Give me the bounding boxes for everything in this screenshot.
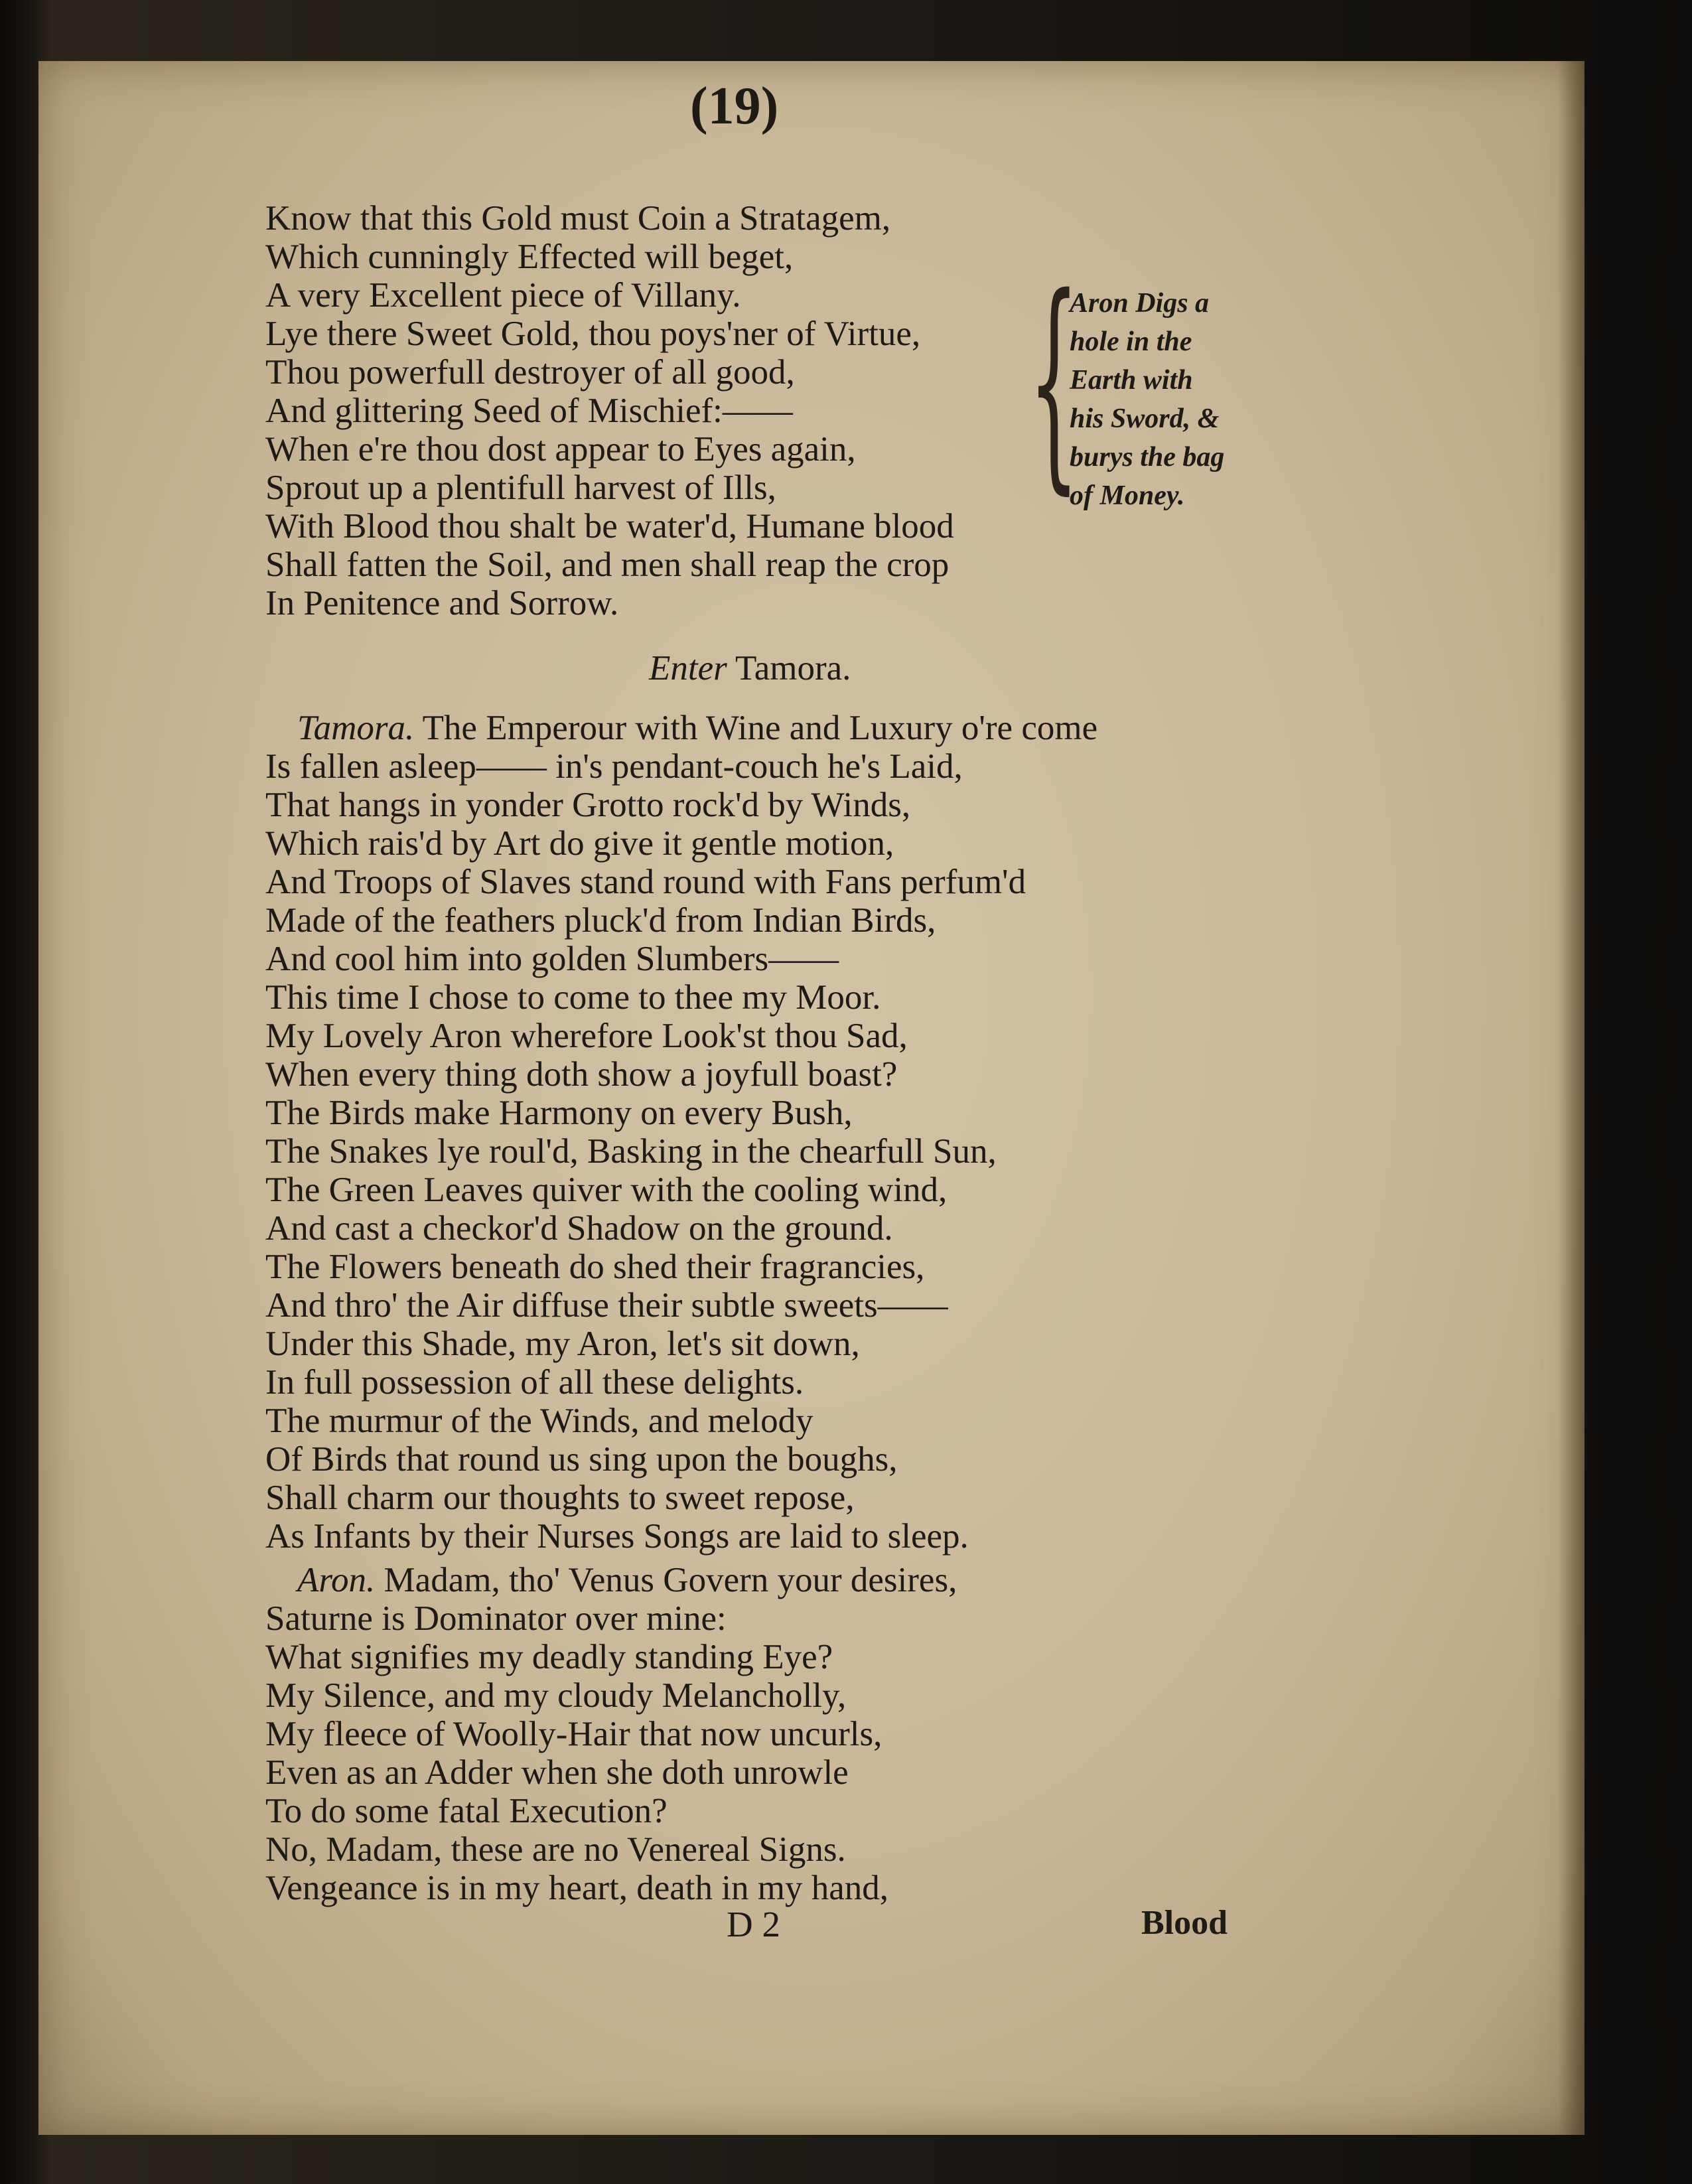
verse-line: And cast a checkor'd Shadow on the ground. (265, 1209, 893, 1248)
catchword: Blood (1141, 1904, 1228, 1942)
verse-line: No, Madam, these are no Venereal Signs. (265, 1830, 846, 1869)
tamora-first-line (265, 709, 1097, 747)
aron-first-line (265, 1561, 957, 1599)
verse-line: Shall fatten the Soil, and men shall reap the crop (265, 546, 950, 584)
verse-line: My fleece of Woolly-Hair that now uncurls, (265, 1715, 882, 1753)
verse-line: The Snakes lye roul'd, Basking in the chearfull Sun, (265, 1132, 997, 1171)
margin-note-line: Earth with (1070, 365, 1193, 396)
verse-line: That hangs in yonder Grotto rock'd by Winds, (265, 786, 911, 824)
verse-line: When every thing doth show a joyfull boast? (265, 1055, 898, 1094)
verse-line: My Silence, and my cloudy Melancholly, (265, 1676, 847, 1715)
verse-line: Saturne is Dominator over mine: (265, 1599, 727, 1638)
verse-line: And Troops of Slaves stand round with Fans perfum'd (265, 863, 1026, 901)
verse-line: Vengeance is in my heart, death in my hand, (265, 1869, 888, 1907)
stage-enter: Enter (649, 649, 727, 688)
verse-line: Which cunningly Effected will beget, (265, 238, 794, 276)
margin-note-line: hole in the (1070, 327, 1192, 357)
page-number: (19) (690, 77, 779, 135)
verse-line: Shall charm our thoughts to sweet repose, (265, 1479, 855, 1517)
verse-line: The Green Leaves quiver with the cooling wind, (265, 1171, 948, 1209)
speaker-aron: Aron. (297, 1561, 376, 1599)
page-edge-shadow (1558, 61, 1585, 2135)
verse-line: In full possession of all these delights. (265, 1363, 804, 1402)
verse-line: And glittering Seed of Mischief:—— (265, 392, 793, 430)
aron-line-text: Madam, tho' Venus Govern your desires, (384, 1561, 957, 1599)
verse-line: Of Birds that round us sing upon the boughs, (265, 1440, 898, 1479)
verse-line: To do some fatal Execution? (265, 1792, 668, 1830)
verse-line: Is fallen asleep—— in's pendant-couch he's Laid, (265, 747, 963, 786)
tamora-line-text: The Emperour with Wine and Luxury o're come (422, 709, 1098, 747)
margin-brace: { (1028, 249, 1080, 514)
margin-note-line: his Sword, & (1070, 403, 1220, 434)
verse-line: Under this Shade, my Aron, let's sit down, (265, 1325, 860, 1363)
opening-verse (265, 199, 954, 622)
verse-line: Made of the feathers pluck'd from Indian Birds, (265, 901, 936, 940)
verse-line: Which rais'd by Art do give it gentle motion, (265, 824, 894, 863)
signature-mark: D 2 (727, 1904, 780, 1944)
verse-line: The Flowers beneath do shed their fragrancies, (265, 1248, 925, 1286)
verse-line: This time I chose to come to thee my Moor. (265, 978, 881, 1017)
verse-line: What signifies my deadly standing Eye? (265, 1638, 833, 1676)
verse-line: In Penitence and Sorrow. (265, 584, 619, 622)
verse-line: Know that this Gold must Coin a Stratagem, (265, 199, 891, 238)
margin-note-line: burys the bag (1070, 442, 1225, 473)
margin-note-line: Aron Digs a (1070, 288, 1210, 319)
verse-line: Sprout up a plentifull harvest of Ills, (265, 469, 776, 507)
verse-line: The Birds make Harmony on every Bush, (265, 1094, 853, 1132)
margin-note-line: of Money. (1070, 480, 1185, 511)
stage-direction (265, 649, 851, 688)
verse-line: The murmur of the Winds, and melody (265, 1402, 813, 1440)
verse-line: With Blood thou shalt be water'd, Humane blood (265, 507, 954, 546)
verse-line: A very Excellent piece of Villany. (265, 276, 741, 315)
verse-line: Thou powerfull destroyer of all good, (265, 353, 795, 392)
speaker-tamora: Tamora. (297, 709, 415, 747)
aron-speech (265, 1561, 957, 1907)
margin-stage-note (1070, 284, 1224, 515)
verse-line: And cool him into golden Slumbers—— (265, 940, 839, 978)
tamora-speech (265, 709, 1097, 1556)
stage-name: Tamora. (735, 649, 851, 688)
verse-line: Even as an Adder when she doth unrowle (265, 1753, 849, 1792)
verse-line: When e're thou dost appear to Eyes again, (265, 430, 856, 469)
verse-line: My Lovely Aron wherefore Look'st thou Sad, (265, 1017, 908, 1055)
verse-line: Lye there Sweet Gold, thou poys'ner of Virtue, (265, 315, 921, 353)
verse-line: And thro' the Air diffuse their subtle sweets—— (265, 1286, 948, 1325)
verse-line: As Infants by their Nurses Songs are laid to sleep. (265, 1517, 969, 1556)
